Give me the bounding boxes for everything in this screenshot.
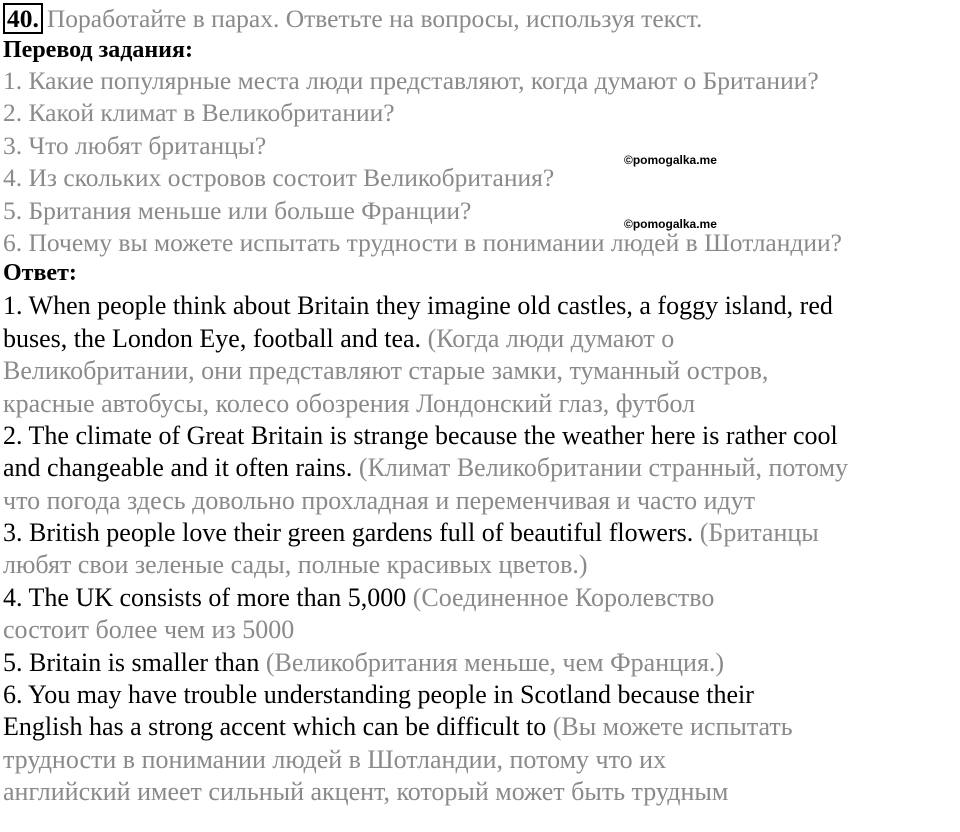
answer-line: [3, 776, 957, 808]
answer-line: [3, 452, 957, 484]
answer-line: [3, 290, 957, 322]
answer-1-translation-part1: (Когда люди думают о: [427, 323, 675, 353]
answer-6-translation-part1: (Вы можете испытать: [552, 712, 793, 742]
answer-line: [3, 679, 957, 711]
answer-1-english-part2: buses, the London Eye, football and tea.: [3, 323, 422, 353]
answer-1-translation-part2: Великобритании, они представляют старые замки, туманный остров,: [3, 356, 769, 386]
answer-6-translation-part2: трудности в понимании людей в Шотландии, потому что их: [3, 744, 667, 774]
answer-1-english-part1: 1. When people think about Britain they imagine old castles, a foggy island, red: [3, 291, 833, 321]
answer-item: [3, 420, 957, 517]
answer-line: [3, 647, 957, 679]
exercise-page: [3, 3, 957, 809]
answer-1-translation-part3: красные автобусы, колесо обозрения Лондонский глаз, футбол: [3, 388, 696, 418]
question-list: [3, 65, 957, 259]
answer-4-translation-part2: состоит более чем из 5000: [3, 615, 295, 645]
answer-6-english-part2: English has a strong accent which can be difficult to: [3, 712, 547, 742]
answer-item: [3, 517, 957, 582]
answer-line: [3, 420, 957, 452]
answer-line: [3, 711, 957, 743]
question-6: 6. Почему вы можете испытать трудности в понимании людей в Шотландии?: [3, 227, 842, 257]
answer-3-english: 3. British people love their green gardens full of beautiful flowers.: [3, 518, 694, 548]
watermark-1: ©pomogalka.me: [624, 153, 717, 167]
answer-6-english-part1: 6. You may have trouble understanding people in Scotland because their: [3, 680, 754, 710]
answer-item: [3, 679, 957, 809]
answer-2-english-part1: 2. The climate of Great Britain is strange because the weather here is rather cool: [3, 420, 838, 450]
question-3: 3. Что любят британцы?: [3, 130, 267, 160]
answer-item: [3, 290, 957, 420]
answer-line: [3, 549, 957, 581]
question-4: 4. Из скольких островов состоит Великобритания?: [3, 163, 555, 193]
answer-4-translation-part1: (Соединенное Королевство: [412, 582, 715, 612]
answer-line: [3, 485, 957, 517]
answer-line: [3, 517, 957, 549]
question-1: 1. Какие популярные места люди представляют, когда думают о Британии?: [3, 66, 819, 95]
answer-6-translation-part3: английский имеет сильный акцент, который может быть трудным: [3, 777, 729, 807]
answer-3-translation-part1: (Британцы: [699, 518, 819, 548]
answer-5-translation: (Великобритания меньше, чем Франция.): [265, 647, 725, 677]
answer-2-translation-part1: (Климат Великобритании странный, потому: [358, 453, 849, 483]
answer-list: [3, 290, 957, 808]
translation-heading: Перевод задания:: [3, 37, 193, 63]
answer-line: [3, 388, 957, 420]
task-header: [3, 3, 957, 36]
answer-2-english-part2: and changeable and it often rains.: [3, 453, 353, 483]
task-number: 40.: [3, 3, 43, 34]
answer-line: [3, 323, 957, 355]
answer-2-translation-part2: что погода здесь довольно прохладная и переменчивая и часто идут: [3, 485, 756, 515]
answer-item: [3, 647, 957, 679]
answer-heading: Ответ:: [3, 260, 77, 287]
task-instruction: Поработайте в парах. Ответьте на вопросы, используя текст.: [46, 4, 703, 33]
answer-line: [3, 355, 957, 387]
answer-line: [3, 614, 957, 646]
question-5: 5. Британия меньше или больше Франции?: [3, 195, 472, 225]
answer-line: [3, 582, 957, 614]
watermark-2: ©pomogalka.me: [624, 217, 717, 231]
answer-line: [3, 744, 957, 776]
answer-5-english: 5. Britain is smaller than: [3, 647, 260, 677]
answer-4-english: 4. The UK consists of more than 5,000: [3, 582, 407, 612]
question-2: 2. Какой климат в Великобритании?: [3, 98, 395, 128]
answer-3-translation-part2: любят свои зеленые сады, полные красивых цветов.): [3, 550, 588, 580]
answer-item: [3, 582, 957, 647]
